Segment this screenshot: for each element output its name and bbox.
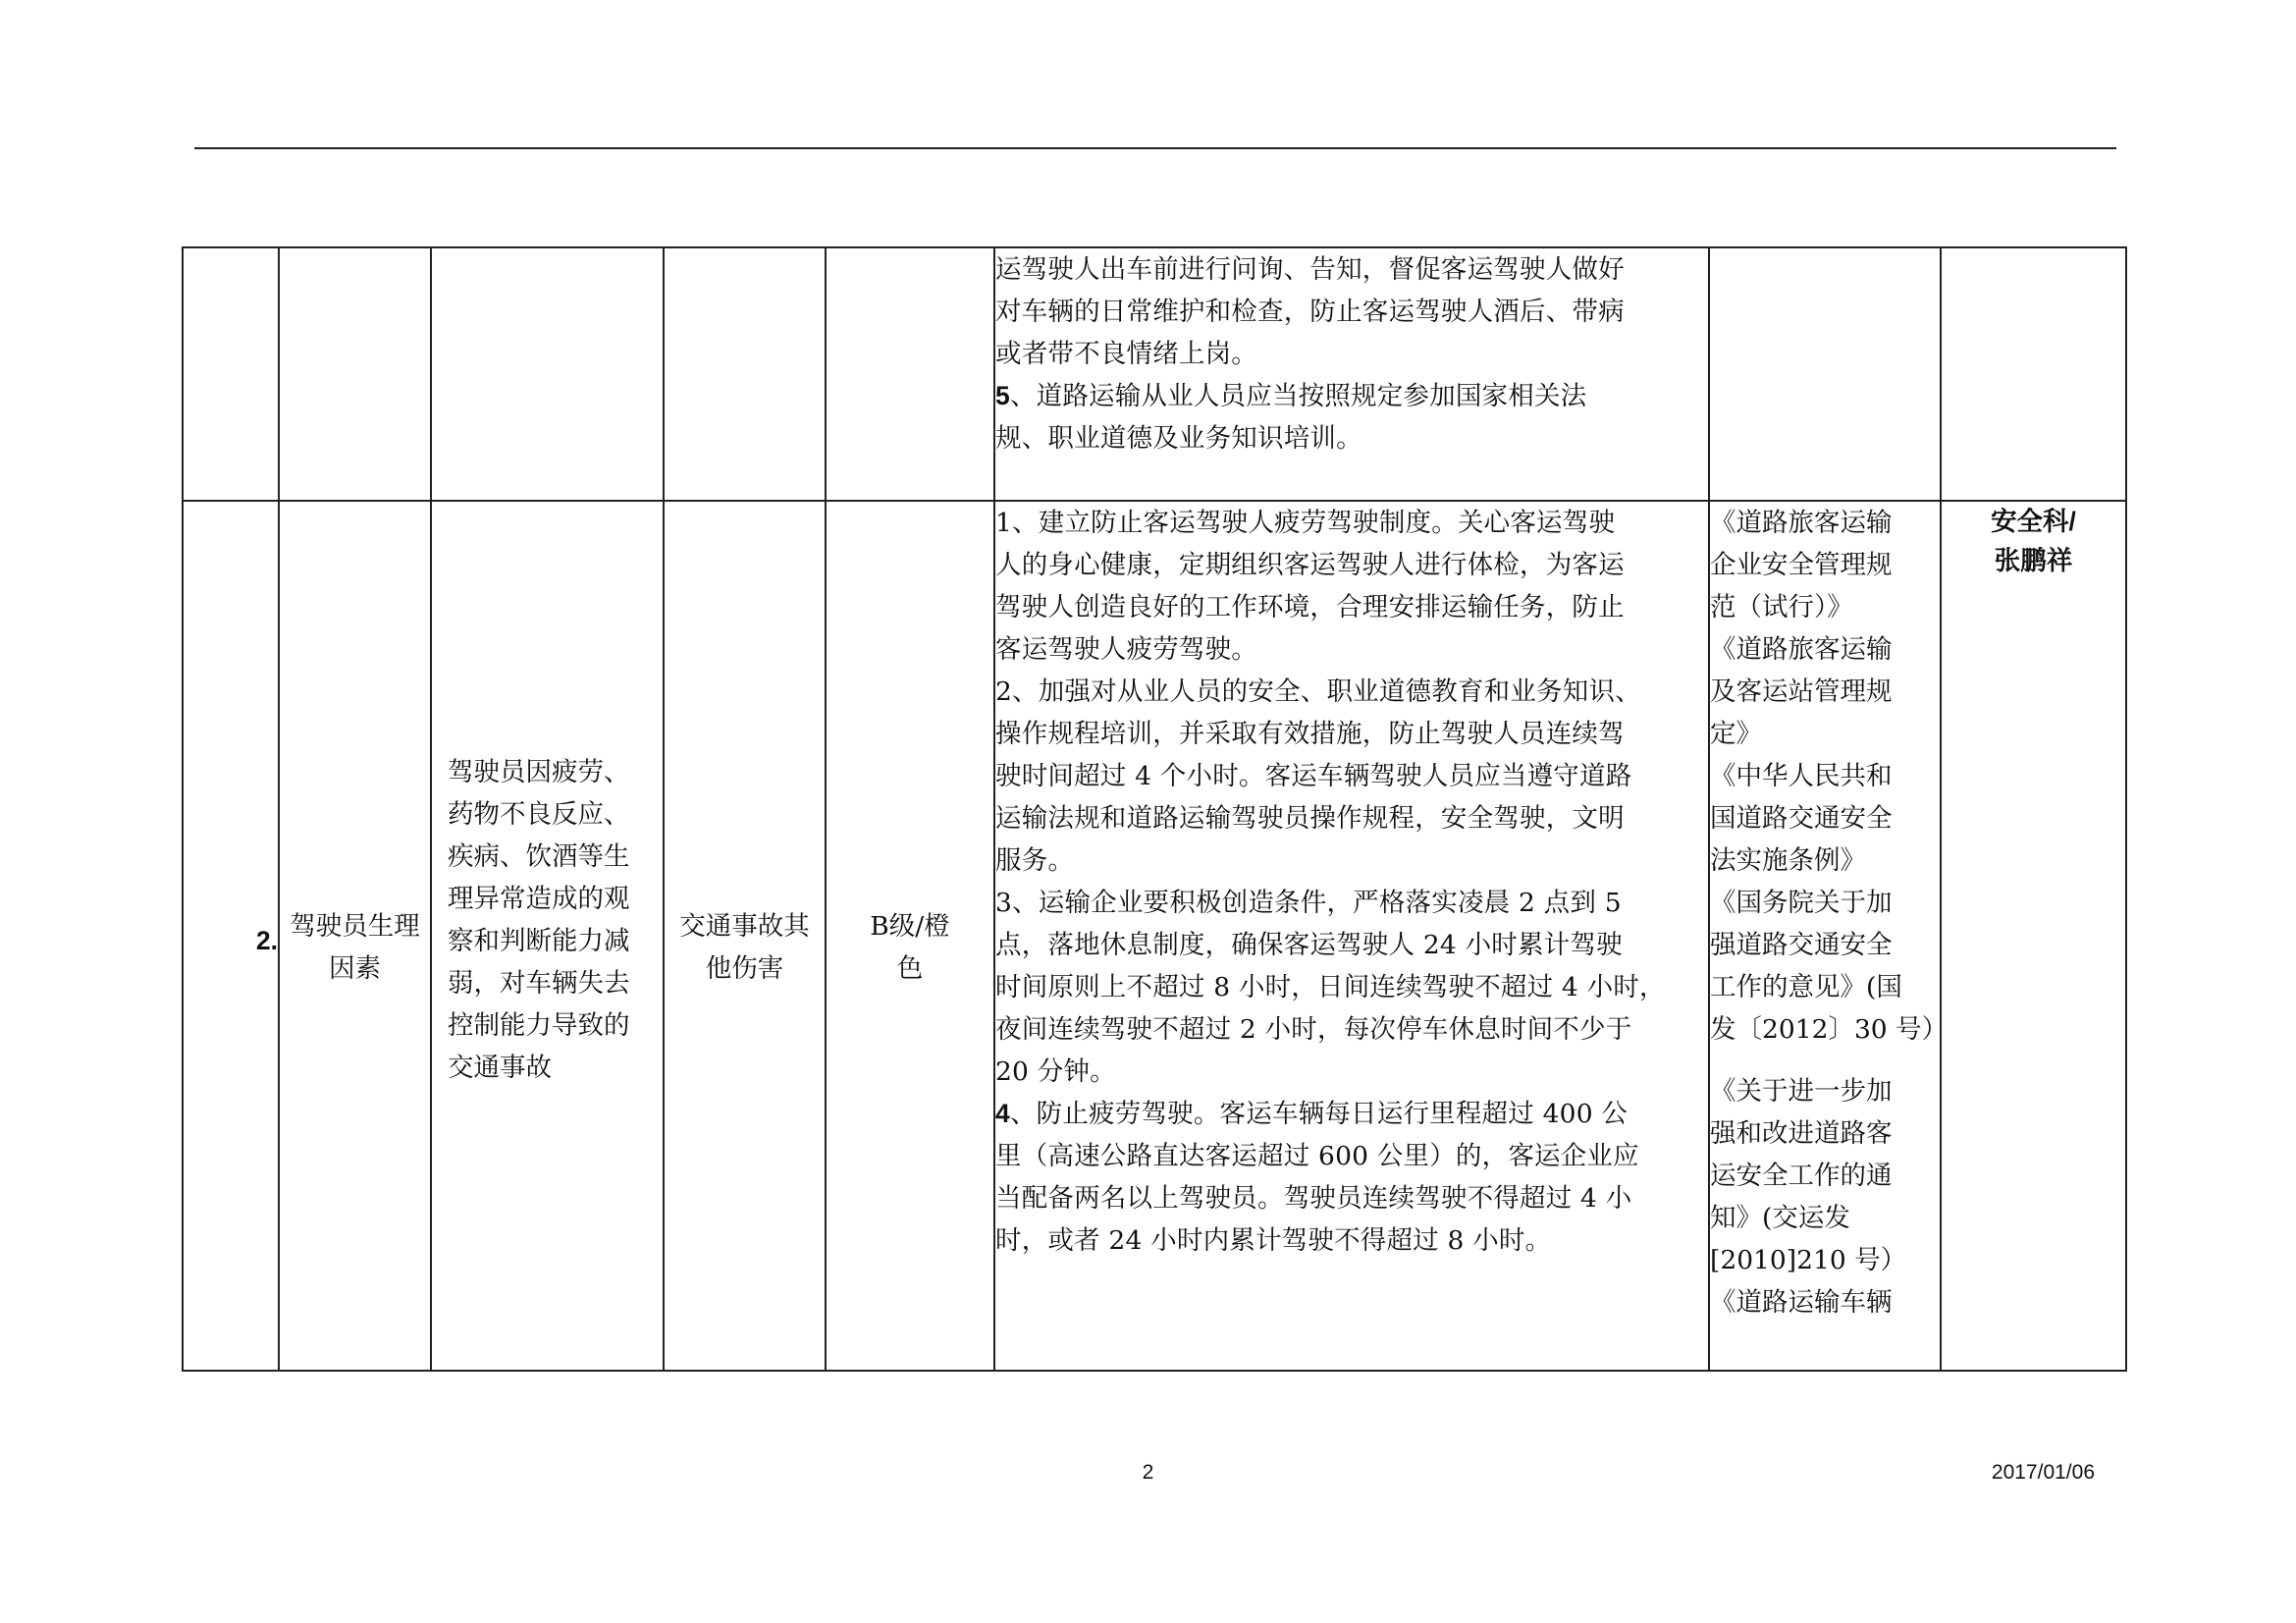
basis-spacer (1710, 1051, 1940, 1070)
measure-line: 点，落地休息制度，确保客运驾驶人 24 小时累计驾驶 (995, 930, 1623, 960)
measure-line: 人的身心健康，定期组织客运驾驶人进行体检，为客运 (995, 550, 1625, 580)
level-cell (826, 501, 994, 1371)
level-cell (826, 247, 994, 501)
measure-line: 夜间连续驾驶不超过 2 小时，每次停车休息时间不少于 (995, 1014, 1632, 1045)
measures-cell (994, 247, 1709, 501)
responsible-text: 安全科/张鹏祥 (1991, 507, 2076, 575)
responsible-cell (1941, 247, 2126, 501)
measure-line: 1、建立防止客运驾驶人疲劳驾驶制度。关心客运驾驶 (995, 508, 1616, 538)
accident-type-cell (664, 501, 826, 1371)
measure-line-text: 、道路运输从业人员应当按照规定参加国家相关法 (1009, 381, 1587, 411)
measure-line: 驶时间超过 4 个小时。客运车辆驾驶人员应当遵守道路 (995, 761, 1632, 791)
description-cell (431, 501, 664, 1371)
measure-line: 3、运输企业要积极创造条件，严格落实凌晨 2 点到 5 (995, 888, 1622, 918)
basis-line: 知》(交运发 (1710, 1203, 1850, 1233)
measure-line: 操作规程培训，并采取有效措施，防止驾驶人员连续驾 (995, 719, 1625, 749)
footer-date: 2017/01/06 (1991, 1461, 2095, 1484)
measure-line (995, 1093, 1708, 1135)
basis-line: 运安全工作的通 (1710, 1161, 1893, 1191)
basis-line: 发〔2012〕30 号） (1710, 1014, 1949, 1045)
accident-type-text: 交通事故其他伤害 (679, 911, 810, 984)
basis-line: 国道路交通安全 (1710, 803, 1893, 834)
measure-line: 时，或者 24 小时内累计驾驶不得超过 8 小时。 (995, 1225, 1552, 1256)
basis-line: 法实施条例》 (1710, 845, 1866, 876)
measure-line: 客运驾驶人疲劳驾驶。 (995, 634, 1257, 665)
hazard-table (182, 246, 2127, 1372)
basis-line: 强和改进道路客 (1710, 1118, 1893, 1149)
basis-line: 企业安全管理规 (1710, 550, 1893, 580)
table-row (183, 501, 2126, 1371)
measure-line: 20 分钟。 (995, 1056, 1116, 1087)
measure-line: 驾驶人创造良好的工作环境，合理安排运输任务，防止 (995, 592, 1625, 622)
basis-line: 定》 (1710, 719, 1762, 749)
level-text: B级/橙色 (870, 911, 950, 984)
measure-line: 运驾驶人出车前进行问询、告知，督促客运驾驶人做好 (995, 254, 1625, 285)
accident-type-cell (664, 247, 826, 501)
description-text: 驾驶员因疲劳、药物不良反应、疾病、饮酒等生理异常造成的观察和判断能力减弱，对车辆失去控制能力导致的交通事故 (448, 757, 630, 1083)
basis-cell (1709, 501, 1949, 1371)
basis-cell (1709, 247, 1941, 501)
basis-line: 《道路旅客运输 (1710, 634, 1893, 665)
basis-line: 《中华人民共和 (1710, 761, 1893, 791)
basis-line: 《道路运输车辆 (1710, 1287, 1893, 1318)
basis-line: 范（试行）》 (1710, 592, 1853, 622)
row-number-cell (183, 247, 279, 501)
measure-line: 或者带不良情绪上岗。 (995, 339, 1257, 369)
basis-line: 工作的意见》(国 (1710, 972, 1902, 1002)
basis-line: 《道路旅客运输 (1710, 508, 1893, 538)
description-cell (431, 247, 664, 501)
measure-line-text: 、防止疲劳驾驶。客运车辆每日运行里程超过 400 公 (1009, 1099, 1629, 1129)
basis-line: 强道路交通安全 (1710, 930, 1893, 960)
factor-text: 驾驶员生理因素 (290, 911, 420, 984)
factor-cell (279, 247, 431, 501)
table-row (183, 247, 2126, 501)
basis-line: [2010]210 号） (1710, 1245, 1907, 1275)
measure-line: 时间原则上不超过 8 小时，日间连续驾驶不超过 4 小时， (995, 972, 1666, 1002)
measure-line: 服务。 (995, 845, 1075, 876)
page-number: 2 (1142, 1461, 1154, 1484)
basis-line: 及客运站管理规 (1710, 676, 1893, 707)
measure-line: 规、职业道德及业务知识培训。 (995, 423, 1362, 454)
factor-cell (279, 501, 431, 1371)
measure-line: 2、加强对从业人员的安全、职业道德教育和业务知识、 (995, 676, 1641, 707)
header-rule (194, 147, 2116, 149)
measures-cell (994, 501, 1709, 1371)
measure-line: 对车辆的日常维护和检查，防止客运驾驶人酒后、带病 (995, 297, 1625, 327)
item-number: 4 (995, 1099, 1010, 1128)
measure-line: 运输法规和道路运输驾驶员操作规程，安全驾驶，文明 (995, 803, 1625, 834)
basis-line: 《国务院关于加 (1710, 888, 1893, 918)
measure-line: 当配备两名以上驾驶员。驾驶员连续驾驶不得超过 4 小 (995, 1183, 1632, 1214)
responsible-cell (1941, 501, 2126, 1371)
row-number-cell: 2. (183, 506, 279, 1376)
basis-line: 《关于进一步加 (1710, 1076, 1893, 1107)
measure-line: 5、道路运输从业人员应当按照规定参加国家相关法 (995, 381, 1587, 411)
measure-line: 里（高速公路直达客运超过 600 公里）的，客运企业应 (995, 1141, 1639, 1171)
